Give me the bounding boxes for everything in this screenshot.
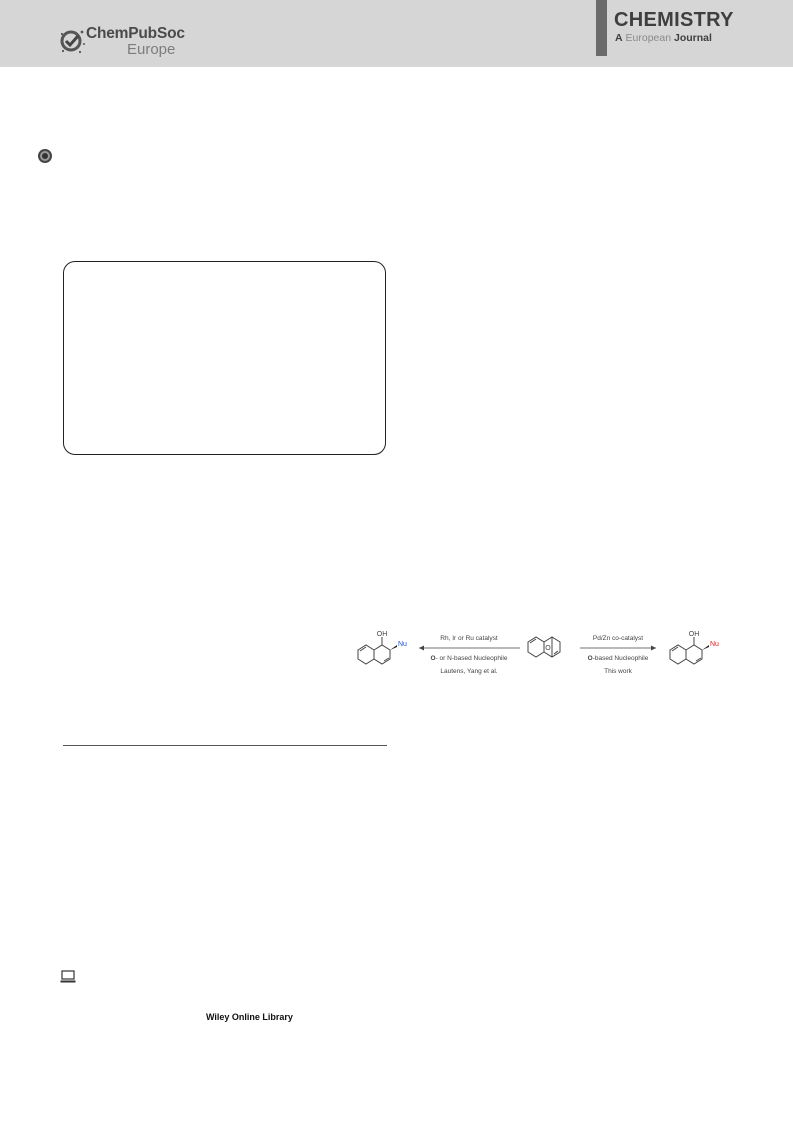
right-o-bold: O [587, 655, 593, 662]
center-o-label: O [545, 645, 551, 652]
left-nucleophile-text: - or N-based Nucleophile [435, 655, 508, 662]
left-product-structure [358, 637, 390, 664]
publisher-region: Europe [127, 41, 176, 58]
center-substrate-structure [528, 637, 560, 657]
left-citation: Lautens, Yang et al. [440, 668, 498, 675]
chempubsoc-emblem-icon [58, 26, 88, 56]
left-arrow-head [419, 646, 424, 651]
right-nucleophile-text: -based Nucleophile [592, 655, 649, 662]
right-oh-label: OH [688, 631, 700, 638]
journal-sub-journal: Journal [673, 32, 712, 44]
journal-subtitle [615, 32, 712, 44]
right-arrow-head [651, 646, 656, 651]
left-wedge-bond [390, 645, 397, 650]
journal-sub-a: A [615, 32, 623, 44]
left-conditions-bottom [431, 655, 508, 662]
left-oh-label: OH [376, 631, 388, 638]
wiley-online-library-label: Wiley Online Library [206, 1012, 293, 1022]
chempubsoc-logo [58, 24, 218, 60]
journal-title: CHEMISTRY [614, 9, 734, 31]
journal-header [0, 0, 793, 67]
journal-sub-european: European [625, 32, 672, 44]
left-conditions-top: Rh, Ir or Ru catalyst [440, 635, 498, 642]
footnote-divider [63, 745, 387, 746]
reaction-scheme-graphic [350, 618, 740, 680]
right-conditions-bottom [588, 655, 649, 662]
right-conditions-top: Pd/Zn co-catalyst [592, 635, 644, 642]
left-nu-label: Nu [398, 641, 407, 648]
journal-accent-bar [596, 0, 607, 56]
right-wedge-bond [702, 645, 709, 650]
computer-icon [60, 970, 76, 984]
reaction-scheme [350, 618, 740, 680]
round-badge-icon [37, 148, 53, 164]
left-o-bold: O [430, 655, 436, 662]
right-citation: This work [604, 668, 632, 675]
abstract-frame [63, 261, 386, 455]
right-product-structure [670, 637, 702, 664]
publisher-name: ChemPubSoc [86, 25, 185, 42]
right-nu-label: Nu [710, 641, 719, 648]
